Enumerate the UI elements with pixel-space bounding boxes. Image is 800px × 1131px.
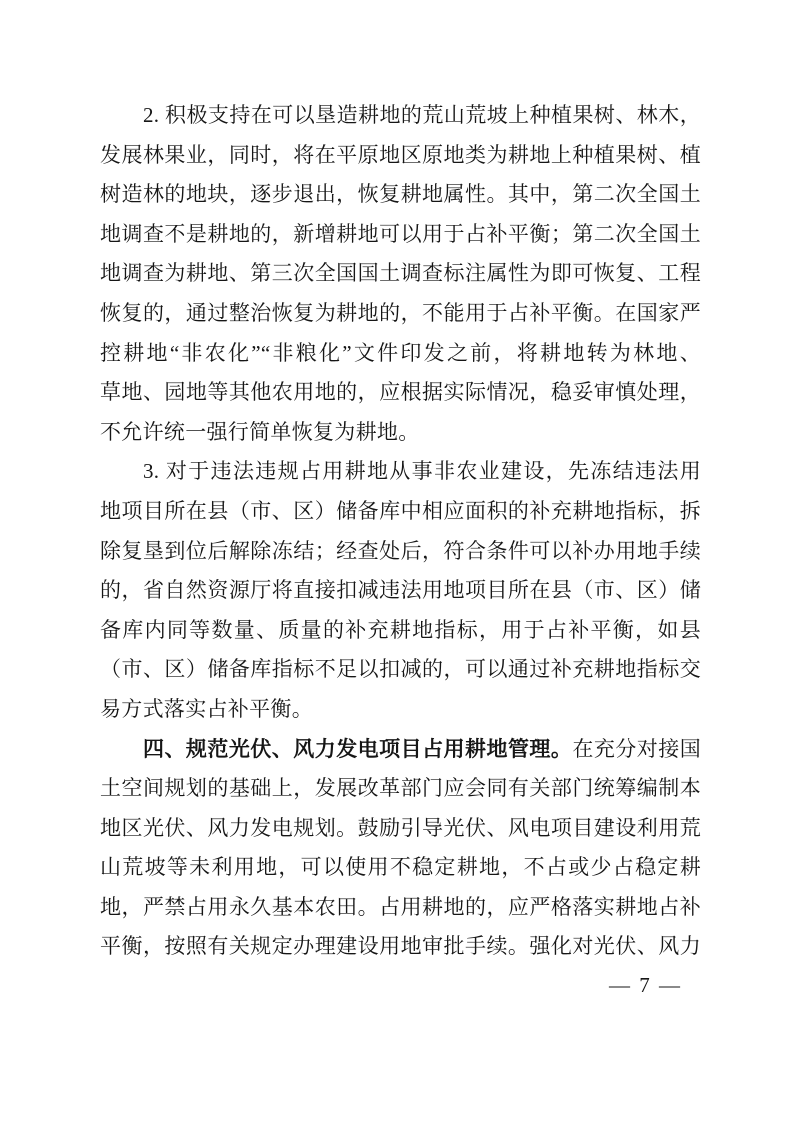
text-segment: 地调查为耕地、第三次全国国土调查标注属性为即可恢复、工程 (100, 261, 701, 286)
text-line (100, 294, 701, 334)
text-segment: 地项目所在县（市、区）储备库中相应面积的补充耕地指标，拆 (100, 498, 701, 523)
text-line (100, 769, 701, 809)
text-segment: 备库内同等数量、质量的补充耕地指标，用于占补平衡，如县 (100, 617, 701, 642)
text-line (100, 809, 701, 849)
text-line (100, 730, 701, 770)
text-line (100, 175, 701, 215)
text-segment: 易方式落实占补平衡。 (100, 696, 313, 721)
page-number: — 7 — (609, 973, 682, 997)
text-line (100, 492, 701, 532)
text-line (100, 215, 701, 255)
text-segment: 树造林的地块，逐步退出，恢复耕地属性。其中，第二次全国土 (100, 182, 701, 207)
text-segment: 控耕地“非农化”“非粮化”文件印发之前，将耕地转为林地、 (100, 340, 701, 365)
text-line (100, 848, 701, 888)
page-footer (609, 970, 682, 1000)
text-segment: （市、区）储备库指标不足以扣减的，可以通过补充耕地指标交 (100, 657, 701, 682)
paragraph-item-3 (100, 452, 701, 729)
text-segment: 地，严禁占用永久基本农田。占用耕地的，应严格落实耕地占补 (100, 894, 701, 919)
text-line (100, 413, 701, 453)
text-segment: 的，省自然资源厅将直接扣减违法用地项目所在县（市、区）储 (100, 578, 701, 603)
text-segment: 3. 对于违法违规占用耕地从事非农业建设，先冻结违法用 (143, 459, 701, 484)
text-line (100, 136, 701, 176)
text-line (100, 452, 701, 492)
text-segment: 除复垦到位后解除冻结；经查处后，符合条件可以补办用地手续 (100, 538, 701, 563)
text-line (100, 888, 701, 928)
text-segment: 地调查不是耕地的，新增耕地可以用于占补平衡；第二次全国土 (100, 221, 701, 246)
text-segment: 平衡，按照有关规定办理建设用地审批手续。强化对光伏、风力 (100, 934, 701, 959)
paragraph-item-2 (100, 96, 701, 452)
text-segment: 在充分对接国 (572, 736, 701, 761)
text-line (100, 334, 701, 374)
text-segment: 地区光伏、风力发电规划。鼓励引导光伏、风电项目建设利用荒 (100, 815, 701, 840)
text-segment: 恢复的，通过整治恢复为耕地的，不能用于占补平衡。在国家严 (100, 300, 701, 325)
text-segment: 发展林果业，同时，将在平原地区原地类为耕地上种植果树、植 (100, 142, 701, 167)
text-segment: 土空间规划的基础上，发展改革部门应会同有关部门统筹编制本 (100, 776, 701, 801)
text-segment: 不允许统一强行简单恢复为耕地。 (100, 419, 420, 444)
text-line (100, 254, 701, 294)
text-line (100, 927, 701, 967)
section-heading-text: 四、规范光伏、风力发电项目占用耕地管理。 (143, 736, 573, 761)
text-line (100, 690, 701, 730)
text-line (100, 611, 701, 651)
text-line (100, 571, 701, 611)
text-segment: 2. 积极支持在可以垦造耕地的荒山荒坡上种植果树、林木， (143, 103, 701, 127)
text-line (100, 532, 701, 572)
text-segment: 草地、园地等其他农用地的，应根据实际情况，稳妥审慎处理， (100, 380, 701, 405)
paragraph-section-4 (100, 730, 701, 968)
text-line (100, 373, 701, 413)
text-segment: 山荒坡等未利用地，可以使用不稳定耕地，不占或少占稳定耕 (100, 855, 701, 880)
text-line (100, 96, 701, 136)
document-body (100, 96, 701, 967)
text-line (100, 650, 701, 690)
